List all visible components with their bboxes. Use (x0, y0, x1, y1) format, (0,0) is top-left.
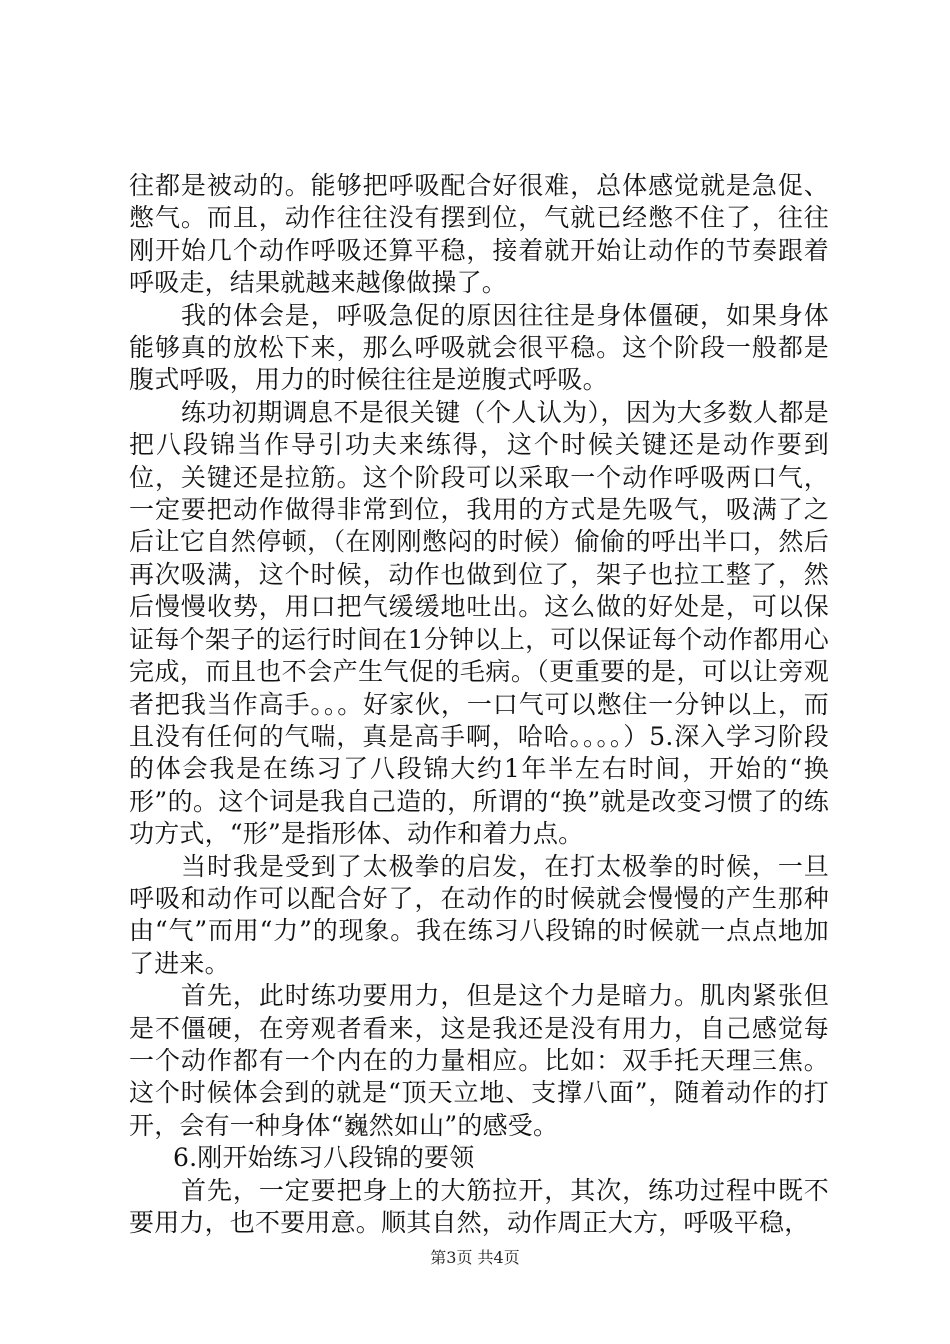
paragraph: 当时我是受到了太极拳的启发，在打太极拳的时候，一旦呼吸和动作可以配合好了，在动作的时候就会慢慢的产生那种由“气”而用“力”的现象。我在练习八段锦的时候就一点点地加了进来。 (129, 851, 829, 978)
page-number: 第3页 共4页 (430, 1248, 520, 1267)
paragraph: 首先，此时练功要用力，但是这个力是暗力。肌肉紧张但是不僵硬，在旁观者看来，这是我还是没有用力，自己感觉每一个动作都有一个内在的力量相应。比如：双手托天理三焦。这个时候体会到的就是“顶天立地、支撑八面”，随着动作的打开，会有一种身体“巍然如山”的感受。 (129, 981, 829, 1140)
page-footer (0, 1245, 950, 1268)
paragraph: 练功初期调息不是很关键（个人认为），因为大多数人都是把八段锦当作导引功夫来练得，这个时候关键还是动作要到位，关键还是拉筋。这个阶段可以采取一个动作呼吸两口气，一定要把动作做得非常到位，我用的方式是先吸气，吸满了之后让它自然停顿，（在刚刚憋闷的时候）偷偷的呼出半口，然后再次吸满，这个时候，动作也做到位了，架子也拉工整了，然后慢慢收势，用口把气缓缓地吐出。这么做的好处是，可以保证每个架子的运行时间在1分钟以上，可以保证每个动作都用心完成，而且也不会产生气促的毛病。（更重要的是，可以让旁观者把我当作高手。。。好家伙，一口气可以憋住一分钟以上，而且没有任何的气喘，真是高手啊，哈哈。。。。）5.深入学习阶段的体会我是在练习了八段锦大约1年半左右时间，开始的“换形”的。这个词是我自己造的，所谓的“换”就是改变习惯了的练功方式，“形”是指形体、动作和着力点。 (129, 397, 829, 849)
section-heading: 6.刚开始练习八段锦的要领 (173, 1143, 475, 1173)
paragraph-continuation: 往都是被动的。能够把呼吸配合好很难，总体感觉就是急促、憋气。而且，动作往往没有摆到位，气就已经憋不住了，往往刚开始几个动作呼吸还算平稳，接着就开始让动作的节奏跟着呼吸走，结果就越来越像做操了。 (129, 171, 829, 298)
body-text (129, 170, 829, 1239)
paragraph: 首先，一定要把身上的大筋拉开，其次，练功过程中既不要用力，也不要用意。顺其自然，动作周正大方，呼吸平稳， (129, 1175, 829, 1237)
paragraph: 我的体会是，呼吸急促的原因往往是身体僵硬，如果身体能够真的放松下来，那么呼吸就会很平稳。这个阶段一般都是腹式呼吸，用力的时候往往是逆腹式呼吸。 (129, 300, 829, 395)
